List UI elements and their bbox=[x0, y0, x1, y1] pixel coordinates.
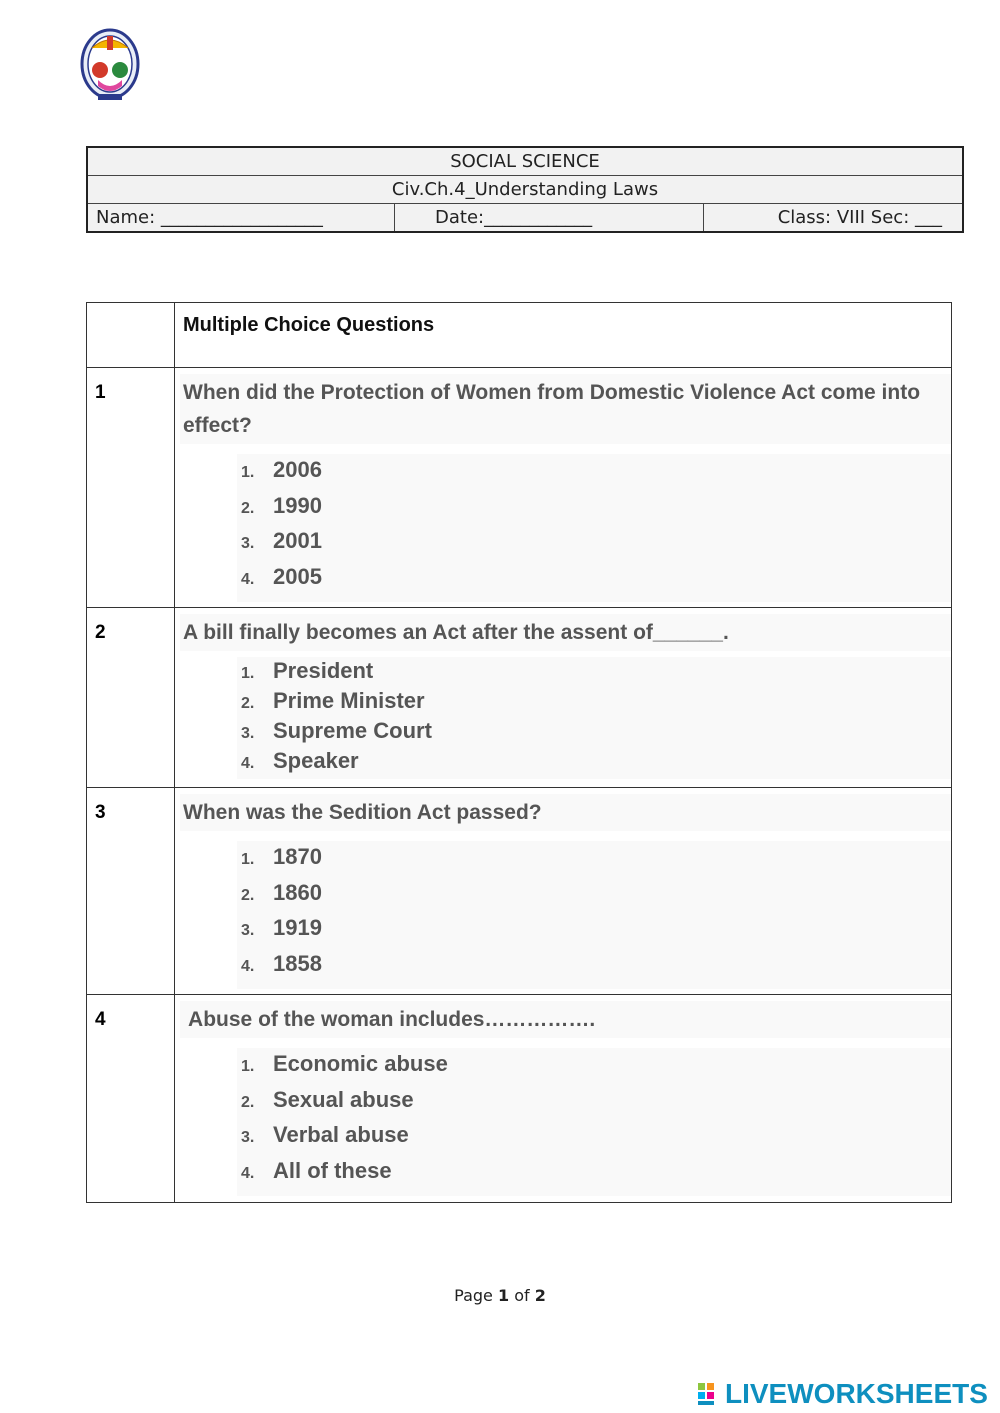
question-number: 3 bbox=[87, 788, 175, 995]
question-row bbox=[87, 608, 952, 788]
option-item[interactable]: 3. 1919 bbox=[241, 915, 322, 940]
name-field[interactable]: Name: __________________ bbox=[87, 204, 395, 233]
date-field[interactable]: Date:____________ bbox=[395, 204, 704, 233]
question-number: 4 bbox=[87, 995, 175, 1203]
option-label: 2005 bbox=[273, 563, 322, 589]
question-text: A bill finally becomes an Act after the assent of______. bbox=[180, 614, 951, 651]
table-corner-cell bbox=[87, 303, 175, 368]
mcq-table bbox=[86, 302, 952, 1203]
option-item[interactable]: 2. 1990 bbox=[241, 492, 322, 518]
option-label: 1919 bbox=[273, 915, 322, 940]
option-item[interactable]: 1. 2006 bbox=[241, 457, 322, 482]
option-item[interactable]: 4. 2005 bbox=[241, 563, 322, 589]
option-label: Speaker bbox=[273, 748, 359, 773]
option-label: All of these bbox=[273, 1157, 392, 1183]
option-item[interactable]: 3. Supreme Court bbox=[241, 718, 432, 743]
option-label: 2006 bbox=[273, 457, 322, 482]
option-item[interactable]: 2. 1860 bbox=[241, 879, 322, 905]
question-row bbox=[87, 368, 952, 608]
question-text: Abuse of the woman includes……………. bbox=[180, 1001, 951, 1038]
question-text: When did the Protection of Women from Domestic Violence Act come into effect? bbox=[180, 374, 951, 444]
option-item[interactable]: 1. Economic abuse bbox=[241, 1051, 448, 1076]
page-number: Page 1 of 2 bbox=[454, 1286, 546, 1305]
option-list bbox=[237, 454, 951, 602]
option-label: Sexual abuse bbox=[273, 1086, 414, 1112]
class-field[interactable]: Class: VIII Sec: ___ bbox=[704, 204, 964, 233]
subject-title: SOCIAL SCIENCE bbox=[87, 147, 963, 176]
option-list bbox=[237, 657, 951, 779]
worksheet-header bbox=[86, 146, 964, 233]
option-item[interactable]: 1. 1870 bbox=[241, 844, 322, 869]
question-row bbox=[87, 995, 952, 1203]
option-label: 1858 bbox=[273, 950, 322, 976]
option-label: 1870 bbox=[273, 844, 322, 869]
option-list bbox=[237, 841, 951, 989]
option-item[interactable]: 2. Sexual abuse bbox=[241, 1086, 414, 1112]
option-item[interactable]: 1. President bbox=[241, 658, 374, 683]
option-label: President bbox=[273, 658, 374, 683]
mcq-heading: Multiple Choice Questions bbox=[175, 303, 952, 368]
option-item[interactable]: 4. Speaker bbox=[241, 748, 359, 773]
option-list bbox=[237, 1048, 951, 1196]
option-label: Verbal abuse bbox=[273, 1122, 409, 1147]
option-item[interactable]: 3. Verbal abuse bbox=[241, 1122, 409, 1147]
liveworksheets-logo-icon bbox=[697, 1381, 723, 1407]
question-row bbox=[87, 788, 952, 995]
option-label: Supreme Court bbox=[273, 718, 432, 743]
brand-name: LIVEWORKSHEETS bbox=[725, 1378, 988, 1409]
option-label: Economic abuse bbox=[273, 1051, 448, 1076]
question-number: 1 bbox=[87, 368, 175, 608]
option-label: 2001 bbox=[273, 528, 322, 553]
question-number: 2 bbox=[87, 608, 175, 788]
option-item[interactable]: 3. 2001 bbox=[241, 528, 322, 553]
option-label: 1860 bbox=[273, 879, 322, 905]
option-label: 1990 bbox=[273, 492, 322, 518]
liveworksheets-brand bbox=[697, 1376, 988, 1412]
chapter-title: Civ.Ch.4_Understanding Laws bbox=[87, 176, 963, 204]
question-text: When was the Sedition Act passed? bbox=[180, 794, 951, 831]
option-item[interactable]: 4. All of these bbox=[241, 1157, 392, 1183]
school-crest-icon bbox=[78, 26, 142, 104]
option-label: Prime Minister bbox=[273, 688, 425, 713]
option-item[interactable]: 2. Prime Minister bbox=[241, 688, 425, 713]
option-item[interactable]: 4. 1858 bbox=[241, 950, 322, 976]
